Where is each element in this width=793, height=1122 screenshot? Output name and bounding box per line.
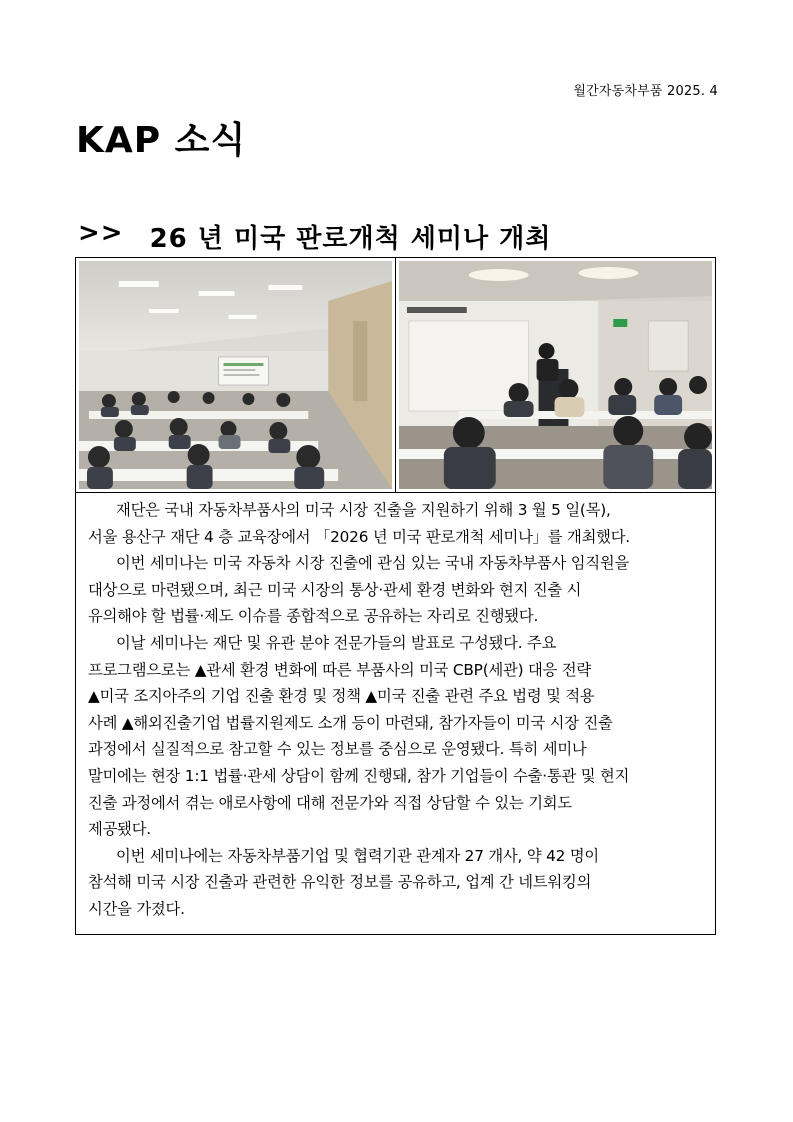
text-line: 서울 용산구 재단 4 층 교육장에서 「2026 년 미국 판로개척 세미나」를 개최했다. [88, 527, 630, 546]
text-line: 재단은 국내 자동차부품사의 미국 시장 진출을 지원하기 위해 3 월 5 일(목), [116, 501, 611, 519]
section-title: KAP 소식 [76, 120, 247, 161]
text-line: 유의해야 할 법률·제도 이슈를 종합적으로 공유하는 자리로 진행됐다. [88, 607, 539, 626]
text-line: 참석해 미국 시장 진출과 관련한 유익한 정보를 공유하고, 업계 간 네트워킹의 [88, 873, 592, 892]
text-line: 진출 과정에서 겪는 애로사항에 대해 전문가와 직접 상담할 수 있는 기회도 [88, 793, 572, 812]
text-line: ▲미국 조지아주의 기업 진출 환경 및 정책 ▲미국 진출 관련 주요 법령 및 적용 [88, 687, 595, 706]
text-line: 프로그램으로는 ▲관세 환경 변화에 따른 부품사의 미국 CBP(세관) 대응 전략 [88, 660, 592, 679]
seminar-photo-presenter [399, 261, 712, 489]
article-body [76, 493, 715, 923]
text-line: 이날 세미나는 재단 및 유관 분야 전문가들의 발표로 구성됐다. 주요 [116, 633, 557, 652]
article-box [75, 257, 716, 935]
text-line: 사례 ▲해외진출기업 법률지원제도 소개 등이 마련돼, 참가자들이 미국 시장 진출 [88, 713, 613, 732]
text-line: 제공됐다. [88, 820, 151, 839]
article-heading [78, 218, 551, 255]
text-line: 과정에서 실질적으로 참고할 수 있는 정보를 중심으로 운영됐다. 특히 세미나 [88, 740, 587, 759]
photo-divider [395, 258, 396, 492]
text-line: 이번 세미나는 미국 자동차 시장 진출에 관심 있는 국내 자동차부품사 임직원을 [116, 554, 630, 573]
text-line: 말미에는 현장 1:1 법률·관세 상담이 함께 진행돼, 참가 기업들이 수출·통관 및 현지 [88, 766, 630, 785]
heading-marker: >> [78, 218, 124, 248]
publication-info: 월간자동차부품 2025. 4 [573, 84, 718, 99]
paragraph-3 [88, 630, 707, 843]
paragraph-4 [88, 843, 707, 923]
text-line: 대상으로 마련됐으며, 최근 미국 시장의 통상·관세 환경 변화와 현지 진출 시 [88, 580, 582, 599]
photo-row [76, 258, 715, 493]
paragraph-2 [88, 550, 707, 630]
text-line: 시간을 가졌다. [88, 899, 185, 918]
article-title: 26 년 미국 판로개척 세미나 개최 [149, 224, 552, 254]
seminar-photo-audience [79, 261, 392, 489]
paragraph-1 [88, 497, 707, 550]
text-line: 이번 세미나에는 자동차부품기업 및 협력기관 관계자 27 개사, 약 42 명이 [116, 846, 599, 865]
